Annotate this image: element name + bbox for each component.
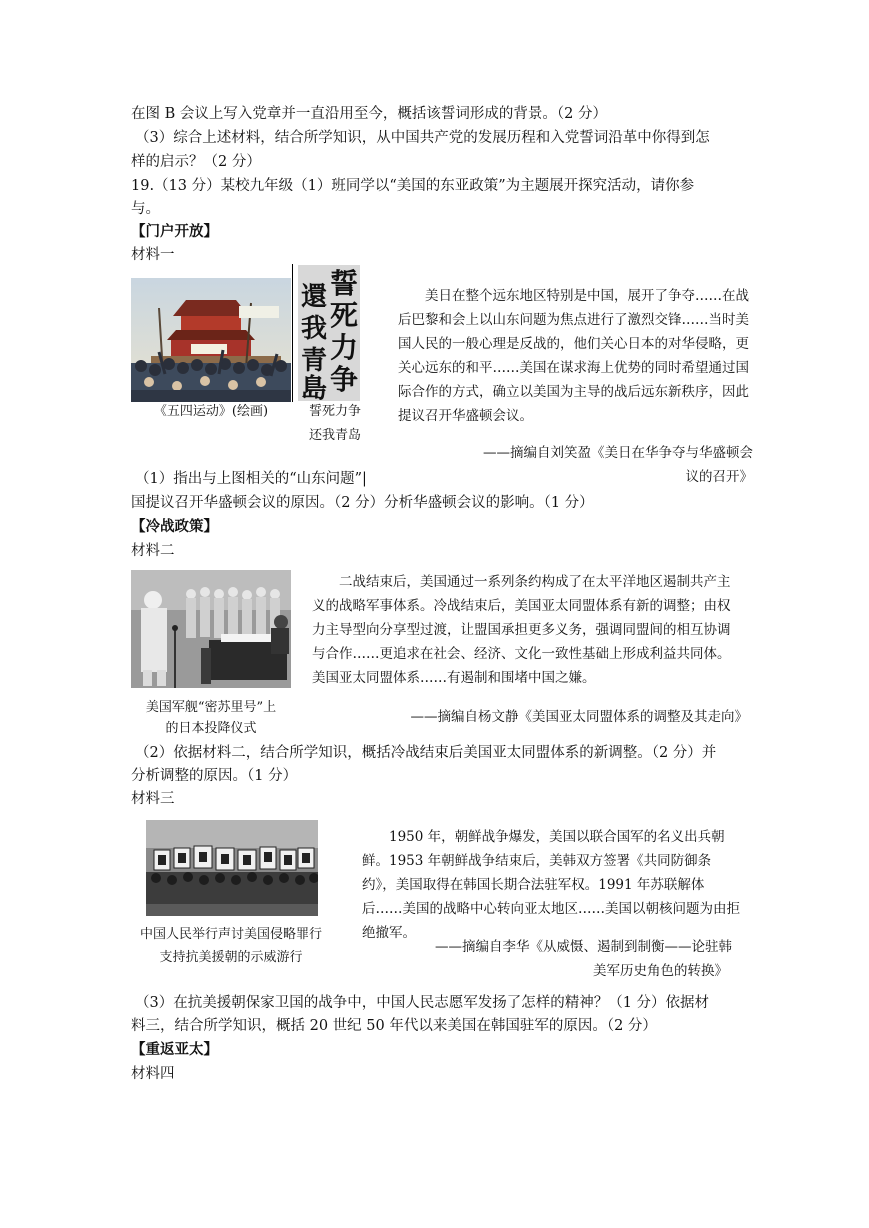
image-caption-protest-1: 中国人民举行声讨美国侵略罪行 xyxy=(139,927,322,942)
slogan-char-8: 島 xyxy=(300,374,328,401)
material-4-label: 材料四 xyxy=(131,1066,175,1082)
image-caption-slogan-2: 还我青岛 xyxy=(308,428,361,443)
q2-line-1: （2）依据材料二，结合所学知识，概括冷战结束后美国亚太同盟体系的新调整。（2 分）并 xyxy=(135,745,717,761)
image-caption-slogan-1: 誓死力争 xyxy=(308,404,361,419)
material-1-source-1: ——摘编自刘笑盈《美日在华争夺与华盛顿会 xyxy=(483,445,753,461)
material-2-quote-text: 二战结束后，美国通过一系列条约构成了在太平洋地区遏制共产主义的战略军事体系。冷战结束后，美国亚太同盟体系有新的调整；由权力主导型向分享型过渡，让盟国承担更多义务，强调同盟间的相互协调与合作……更追求在社会、经济、文化一致性基础上形成利益共同体。美国亚太同盟体系……有遏制和围堵中国之嫌。 xyxy=(312,574,731,686)
image-caption-may-fourth: 《五四运动》(绘画) xyxy=(153,404,269,419)
material-2-label: 材料二 xyxy=(131,543,175,559)
material-1-label: 材料一 xyxy=(131,247,175,263)
material-3-source-1: ——摘编自李华《从威慑、遏制到制衡——论驻韩 xyxy=(435,939,732,955)
section-heading-open-door: 【门户开放】 xyxy=(131,223,218,240)
material-2-source: ——摘编自杨文静《美国亚太同盟体系的调整及其走向》 xyxy=(410,709,748,725)
section-heading-cold-war: 【冷战政策】 xyxy=(131,518,218,535)
missouri-surrender-photo xyxy=(131,570,291,688)
material-3-quote-text: 1950 年，朝鲜战争爆发，美国以联合国军的名义出兵朝鲜。1953 年朝鲜战争结束后，美韩双方签署《共同防御条约》，美国取得在韩国长期合法驻军权。1991 年苏联解体后……美国的战略中心转向亚太地区……美国以朝核问题为由拒绝撤军。 xyxy=(362,829,740,941)
image-caption-missouri-2: 的日本投降仪式 xyxy=(165,721,257,736)
slogan-char-5: 還 xyxy=(300,282,328,312)
protest-march-photo xyxy=(146,820,318,916)
material-3-label: 材料三 xyxy=(131,791,175,807)
intro-line-3: 样的启示？（2 分） xyxy=(131,154,261,170)
image-caption-protest-2: 支持抗美援朝的示威游行 xyxy=(159,950,303,965)
divider-line xyxy=(292,264,293,402)
intro-line-1: 在图 B 会议上写入党章并一直沿用至今，概括该誓词形成的背景。（2 分） xyxy=(131,106,607,122)
q2-line-2: 分析调整的原因。（1 分） xyxy=(131,768,298,784)
slogan-char-1: 誓 xyxy=(329,267,359,300)
slogan-char-4: 争 xyxy=(329,363,359,396)
q1-line-1: （1）指出与上图相关的“山东问题”| xyxy=(135,471,367,487)
section-heading-return-asia: 【重返亚太】 xyxy=(131,1041,218,1058)
slogan-char-2: 死 xyxy=(329,299,359,332)
image-caption-missouri-1: 美国军舰“密苏里号”上 xyxy=(145,700,277,715)
q19-line-1: 19.（13 分）某校九年级（1）班同学以“美国的东亚政策”为主题展开探究活动，请你参 xyxy=(131,178,695,194)
slogan-char-6: 我 xyxy=(300,314,328,344)
material-2-quote xyxy=(312,570,742,690)
q19-line-2: 与。 xyxy=(131,201,160,217)
q3-line-2: 料三，结合所学知识，概括 20 世纪 50 年代以来美国在韩国驻军的原因。（2 分） xyxy=(131,1018,657,1034)
material-3-quote xyxy=(362,825,742,945)
q1-line-2: 国提议召开华盛顿会议的原因。（2 分）分析华盛顿会议的影响。（1 分） xyxy=(131,495,594,511)
slogan-char-3: 力 xyxy=(329,331,359,364)
intro-line-2: （3）综合上述材料，结合所学知识，从中国共产党的发展历程和入党誓词沿革中你得到怎 xyxy=(135,130,710,146)
material-1-quote xyxy=(398,284,753,428)
may-fourth-painting xyxy=(131,278,291,402)
material-1-source-2: 议的召开》 xyxy=(685,469,753,485)
slogan-calligraphy-image xyxy=(298,265,360,401)
material-3-source-2: 美军历史角色的转换》 xyxy=(593,963,728,979)
material-1-quote-text: 美日在整个远东地区特别是中国，展开了争夺……在战后巴黎和会上以山东问题为焦点进行了激烈交锋……当时美国人民的一般心理是反战的，他们关心日本的对华侵略，更关心远东的和平……美国在谋求海上优势的同时希望通过国际合作的方式，确立以美国为主导的战后远东新秩序，因此提议召开华盛顿会议。 xyxy=(398,288,749,424)
q3-line-1: （3）在抗美援朝保家卫国的战争中，中国人民志愿军发扬了怎样的精神？（1 分）依据材 xyxy=(135,995,710,1011)
slogan-char-7: 青 xyxy=(300,346,328,376)
